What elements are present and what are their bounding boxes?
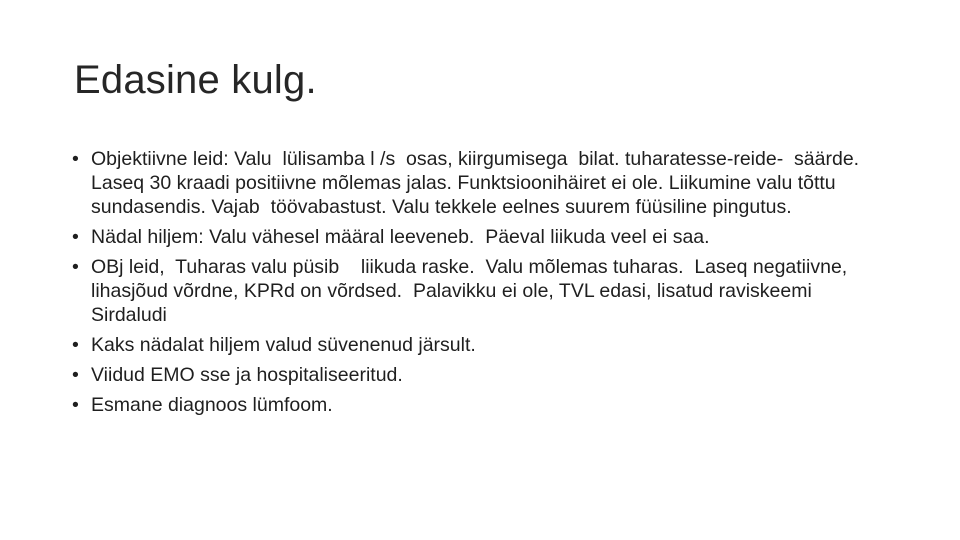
bullet-item	[72, 225, 892, 249]
bullet-item	[72, 393, 892, 417]
bullet-item	[72, 147, 892, 219]
bullet-list	[72, 147, 892, 423]
bullet-text: Nädal hiljem: Valu vähesel määral leeveneb. Päeval liikuda veel ei saa.	[91, 226, 710, 248]
bullet-item	[72, 255, 892, 327]
bullet-text: Kaks nädalat hiljem valud süvenenud järsult.	[91, 334, 476, 356]
slide-title: Edasine kulg.	[74, 58, 317, 102]
bullet-dot: •	[72, 394, 79, 416]
bullet-dot: •	[72, 226, 79, 248]
bullet-text: Viidud EMO sse ja hospitaliseeritud.	[91, 364, 403, 386]
bullet-dot: •	[72, 256, 79, 278]
bullet-text: Esmane diagnoos lümfoom.	[91, 394, 333, 416]
bullet-dot: •	[72, 364, 79, 386]
bullet-item	[72, 363, 892, 387]
bullet-text: OBj leid, Tuharas valu püsib liikuda raske. Valu mõlemas tuharas. Laseq negatiivne, lihasjõud võrdne, KPRd on võrdsed. Palavikku ei ole, TVL edasi, lisatud raviskeemi Sirdaludi	[91, 256, 853, 326]
bullet-text: Objektiivne leid: Valu lülisamba l /s osas, kiirgumisega bilat. tuharatesse-reide- säärde. Laseq 30 kraadi positiivne mõlemas jalas. Funktsioonihäiret ei ole. Liikumine valu tõttu sundasendis. Vajab töövabastust. Valu tekkele eelnes suurem füüsiline pingutus.	[91, 148, 865, 218]
bullet-item	[72, 333, 892, 357]
bullet-dot: •	[72, 148, 79, 170]
bullet-dot: •	[72, 334, 79, 356]
